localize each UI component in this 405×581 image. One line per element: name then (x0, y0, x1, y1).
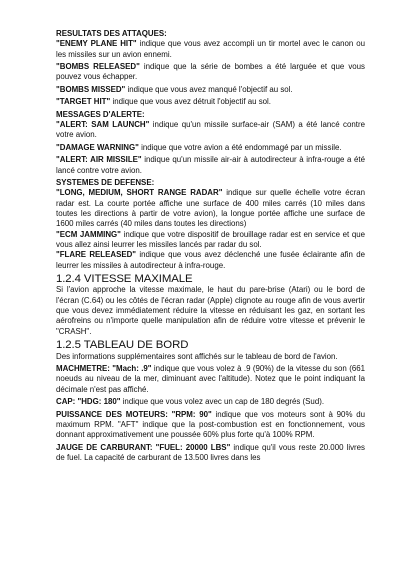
instrument-text: indique qu'il vous reste 20.000 livres de fuel. La capacité de carburant de 13.500 livres dans les (56, 442, 365, 462)
results-heading: RESULTATS DES ATTAQUES: (56, 29, 167, 38)
alert-term: "ALERT: SAM LAUNCH" (56, 120, 150, 130)
instrument-term: CAP: "HDG: 180" (56, 397, 121, 407)
defense-heading: SYSTEMES DE DEFENSE: (56, 178, 155, 188)
result-term: "TARGET HIT" (56, 97, 111, 107)
defense-item (56, 188, 365, 229)
defense-item (56, 250, 365, 271)
section-title-tableau: 1.2.5 TABLEAU DE BORD (56, 339, 189, 352)
result-item (56, 62, 365, 83)
alert-item (56, 155, 365, 176)
result-text: indique que vous avez accompli un tir mortel avec le canon ou les missiles sur un avion ennemi. (56, 39, 365, 59)
result-text: indique que vous avez manqué l'objectif au sol. (125, 84, 293, 94)
defense-term: "ECM JAMMING" (56, 229, 121, 239)
instrument-text: indique que vous volez à .9 (90%) de la vitesse du son (661 noeuds au niveau de la mer, diminuant avec l'altitude). Notez que le point indiquant la décimale n'est pas affiché. (56, 364, 365, 394)
instrument-item (56, 364, 365, 395)
result-term: "BOMBS RELEASED" (56, 62, 140, 72)
result-item (56, 39, 365, 60)
instrument-text: indique que vos moteurs sont à 90% du maximum RPM. "AFT" indique que la post-combustion est en fonctionnement, vous donnant approximativement une poussée 60% plus forte qu'à 100% RPM. (56, 409, 365, 440)
alert-term: "DAMAGE WARNING" (56, 142, 139, 152)
instrument-term: JAUGE DE CARBURANT: "FUEL: 20000 LBS" (56, 442, 231, 452)
instrument-item (56, 443, 365, 464)
result-text: indique que la série de bombes a été larguée et que vous pouvez vous échapper. (56, 62, 366, 82)
section-text-vitesse: Si l'avion approche la vitesse maximale, le haut du pare-brise (Atari) ou le bord de l'écran (C.64) ou les côtés de l'écran radar (Apple) clignote au rouge afin de vous avertir que vous devez immédiatement réduire la vitesse en réduisant les gaz, en sortant les aérofreins ou n'importe quelle manipulation afin de réduire votre vitesse et prévenir le "CRASH". (56, 285, 365, 336)
alert-item (56, 120, 365, 141)
result-term: "BOMBS MISSED" (56, 84, 126, 94)
alert-text: indique qu'un missile air-air à autodirecteur à infra-rouge a été lancé contre votre avion. (56, 155, 365, 175)
defense-item (56, 230, 365, 251)
result-term: "ENEMY PLANE HIT" (56, 39, 137, 49)
instrument-item (56, 397, 365, 407)
result-item (56, 97, 365, 107)
instrument-term: PUISSANCE DES MOTEURS: "RPM: 90" (56, 409, 212, 419)
alert-item (56, 143, 365, 153)
section-intro-tableau: Des informations supplémentaires sont affichés sur le tableau de bord de l'avion. (56, 351, 338, 361)
alert-text: indique que votre avion a été endommagé par un missile. (138, 142, 342, 152)
alert-text: indique qu'un missile surface-air (SAM) a été lancé contre votre avion. (56, 120, 365, 140)
defense-term: "FLARE RELEASED" (56, 250, 137, 260)
defense-text: indique que vous avez déclenché une fusée éclairante afin de leurrer les missiles à autodirecteur à infra-rouge. (56, 250, 365, 270)
alert-term: "ALERT: AIR MISSILE" (56, 155, 142, 165)
instrument-item (56, 410, 365, 441)
section-title-vitesse: 1.2.4 VITESSE MAXIMALE (56, 272, 193, 285)
defense-term: "LONG, MEDIUM, SHORT RANGE RADAR" (56, 188, 223, 198)
defense-text: indique que votre dispositif de brouillage radar est en service et que vous allez ainsi leurrer les missiles lancés par radar du sol. (56, 229, 365, 249)
instrument-text: indique que vous volez avec un cap de 180 degrés (Sud). (120, 397, 325, 407)
defense-text: indique sur quelle échelle votre écran radar est. La courte portée affiche une surface de 400 miles carrés (10 miles dans toutes les directions à partir de votre avion), la longue portée affiche une surface de 1600 miles carrés (40 miles dans toutes les directions) (56, 188, 365, 229)
alerts-heading: MESSAGES D'ALERTE: (56, 109, 145, 119)
result-item (56, 85, 365, 95)
instrument-term: MACHMETRE: "Mach: .9" (56, 364, 152, 373)
result-text: indique que vous avez détruit l'objectif au sol. (110, 97, 271, 107)
